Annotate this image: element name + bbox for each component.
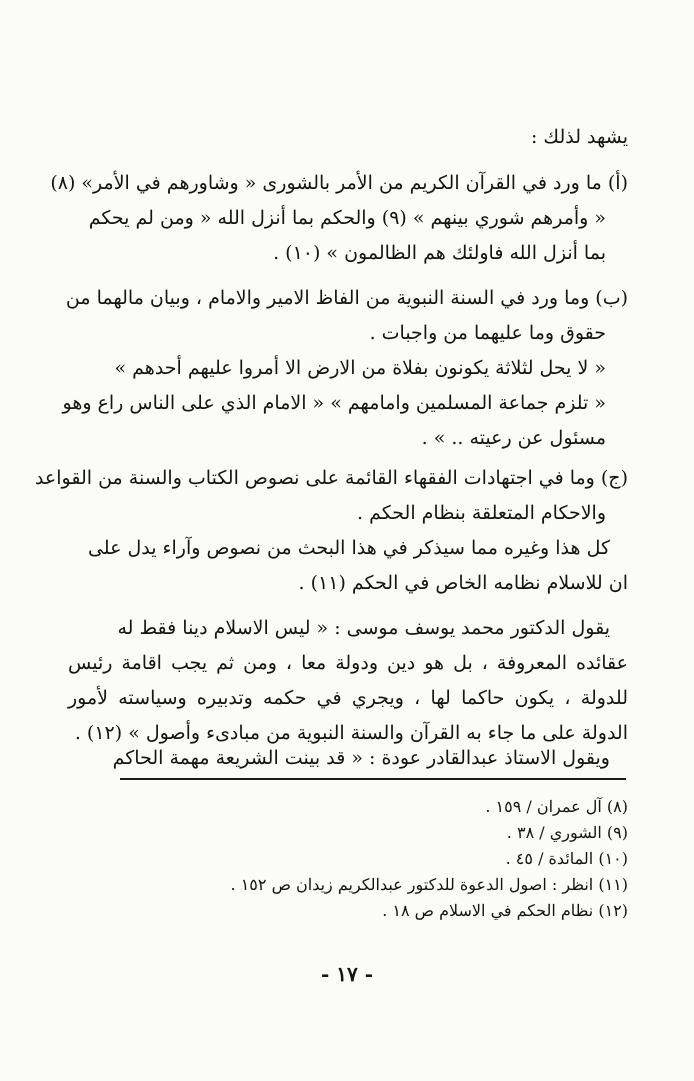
footnote-12: (١٢) نظام الحكم في الاسلام ص ١٨ . xyxy=(382,901,628,920)
page-number: - ١٧ - xyxy=(320,962,373,986)
paragraph-e-line-3: للدولة ، يكون حاكما لها ، ويجري في حكمه وتدبيره وسياسته لأمور xyxy=(68,687,628,709)
paragraph-b-line-1: (ب) وما ورد في السنة النبوية من الفاظ الامير والامام ، وبيان مالهما من xyxy=(65,287,628,309)
paragraph-c-line-2: والاحكام المتعلقة بنظام الحكم . xyxy=(357,502,606,524)
paragraph-e-line-1: يقول الدكتور محمد يوسف موسى : « ليس الاسلام دينا فقط له xyxy=(117,617,610,639)
paragraph-b-line-4: « تلزم جماعة المسلمين وامامهم » « الامام الذي على الناس راع وهو xyxy=(62,392,606,414)
intro-line: يشهد لذلك : xyxy=(530,126,628,148)
paragraph-a-line-3: بما أنزل الله فاولئك هم الظالمون » (١٠) . xyxy=(273,242,606,264)
footnote-11: (١١) انظر : اصول الدعوة للدكتور عبدالكريم زيدان ص ١٥٢ . xyxy=(230,875,628,894)
paragraph-d-line-1: كل هذا وغيره مما سيذكر في هذا البحث من نصوص وآراء يدل على xyxy=(87,537,610,559)
paragraph-a-line-1: (أ) ما ورد في القرآن الكريم من الأمر بالشورى « وشاورهم في الأمر» (٨) xyxy=(50,172,628,194)
footnote-10: (١٠) المائدة / ٤٥ . xyxy=(505,849,628,868)
paragraph-e-line-4: الدولة على ما جاء به القرآن والسنة النبوية من مبادىء وأصول » (١٢) . xyxy=(74,722,628,744)
paragraph-b-line-5: مسئول عن رعيته .. » . xyxy=(421,427,606,449)
paragraph-b-line-2: حقوق وما عليهما من واجبات . xyxy=(369,322,606,344)
paragraph-a-line-2: « وأمرهم شوري بينهم » (٩) والحكم بما أنزل الله « ومن لم يحكم xyxy=(88,207,606,229)
footnote-8: (٨) آل عمران / ١٥٩ . xyxy=(485,797,628,816)
paragraph-b-line-3: « لا يحل لثلاثة يكونون بفلاة من الارض الا أمروا عليهم أحدهم » xyxy=(114,357,606,379)
paragraph-c-line-1: (ج) وما في اجتهادات الفقهاء القائمة على نصوص الكتاب والسنة من القواعد xyxy=(34,467,628,489)
paragraph-d-line-2: ان للاسلام نظامه الخاص في الحكم (١١) . xyxy=(298,572,628,594)
paragraph-f-line-1: ويقول الاستاذ عبدالقادر عودة : « قد بينت الشريعة مهمة الحاكم xyxy=(112,747,610,769)
paragraph-e-line-2: عقائده المعروفة ، بل هو دين ودولة معا ، ومن ثم يجب اقامة رئيس xyxy=(68,652,628,674)
footnote-divider xyxy=(120,778,626,780)
footnote-9: (٩) الشوري / ٣٨ . xyxy=(506,823,628,842)
